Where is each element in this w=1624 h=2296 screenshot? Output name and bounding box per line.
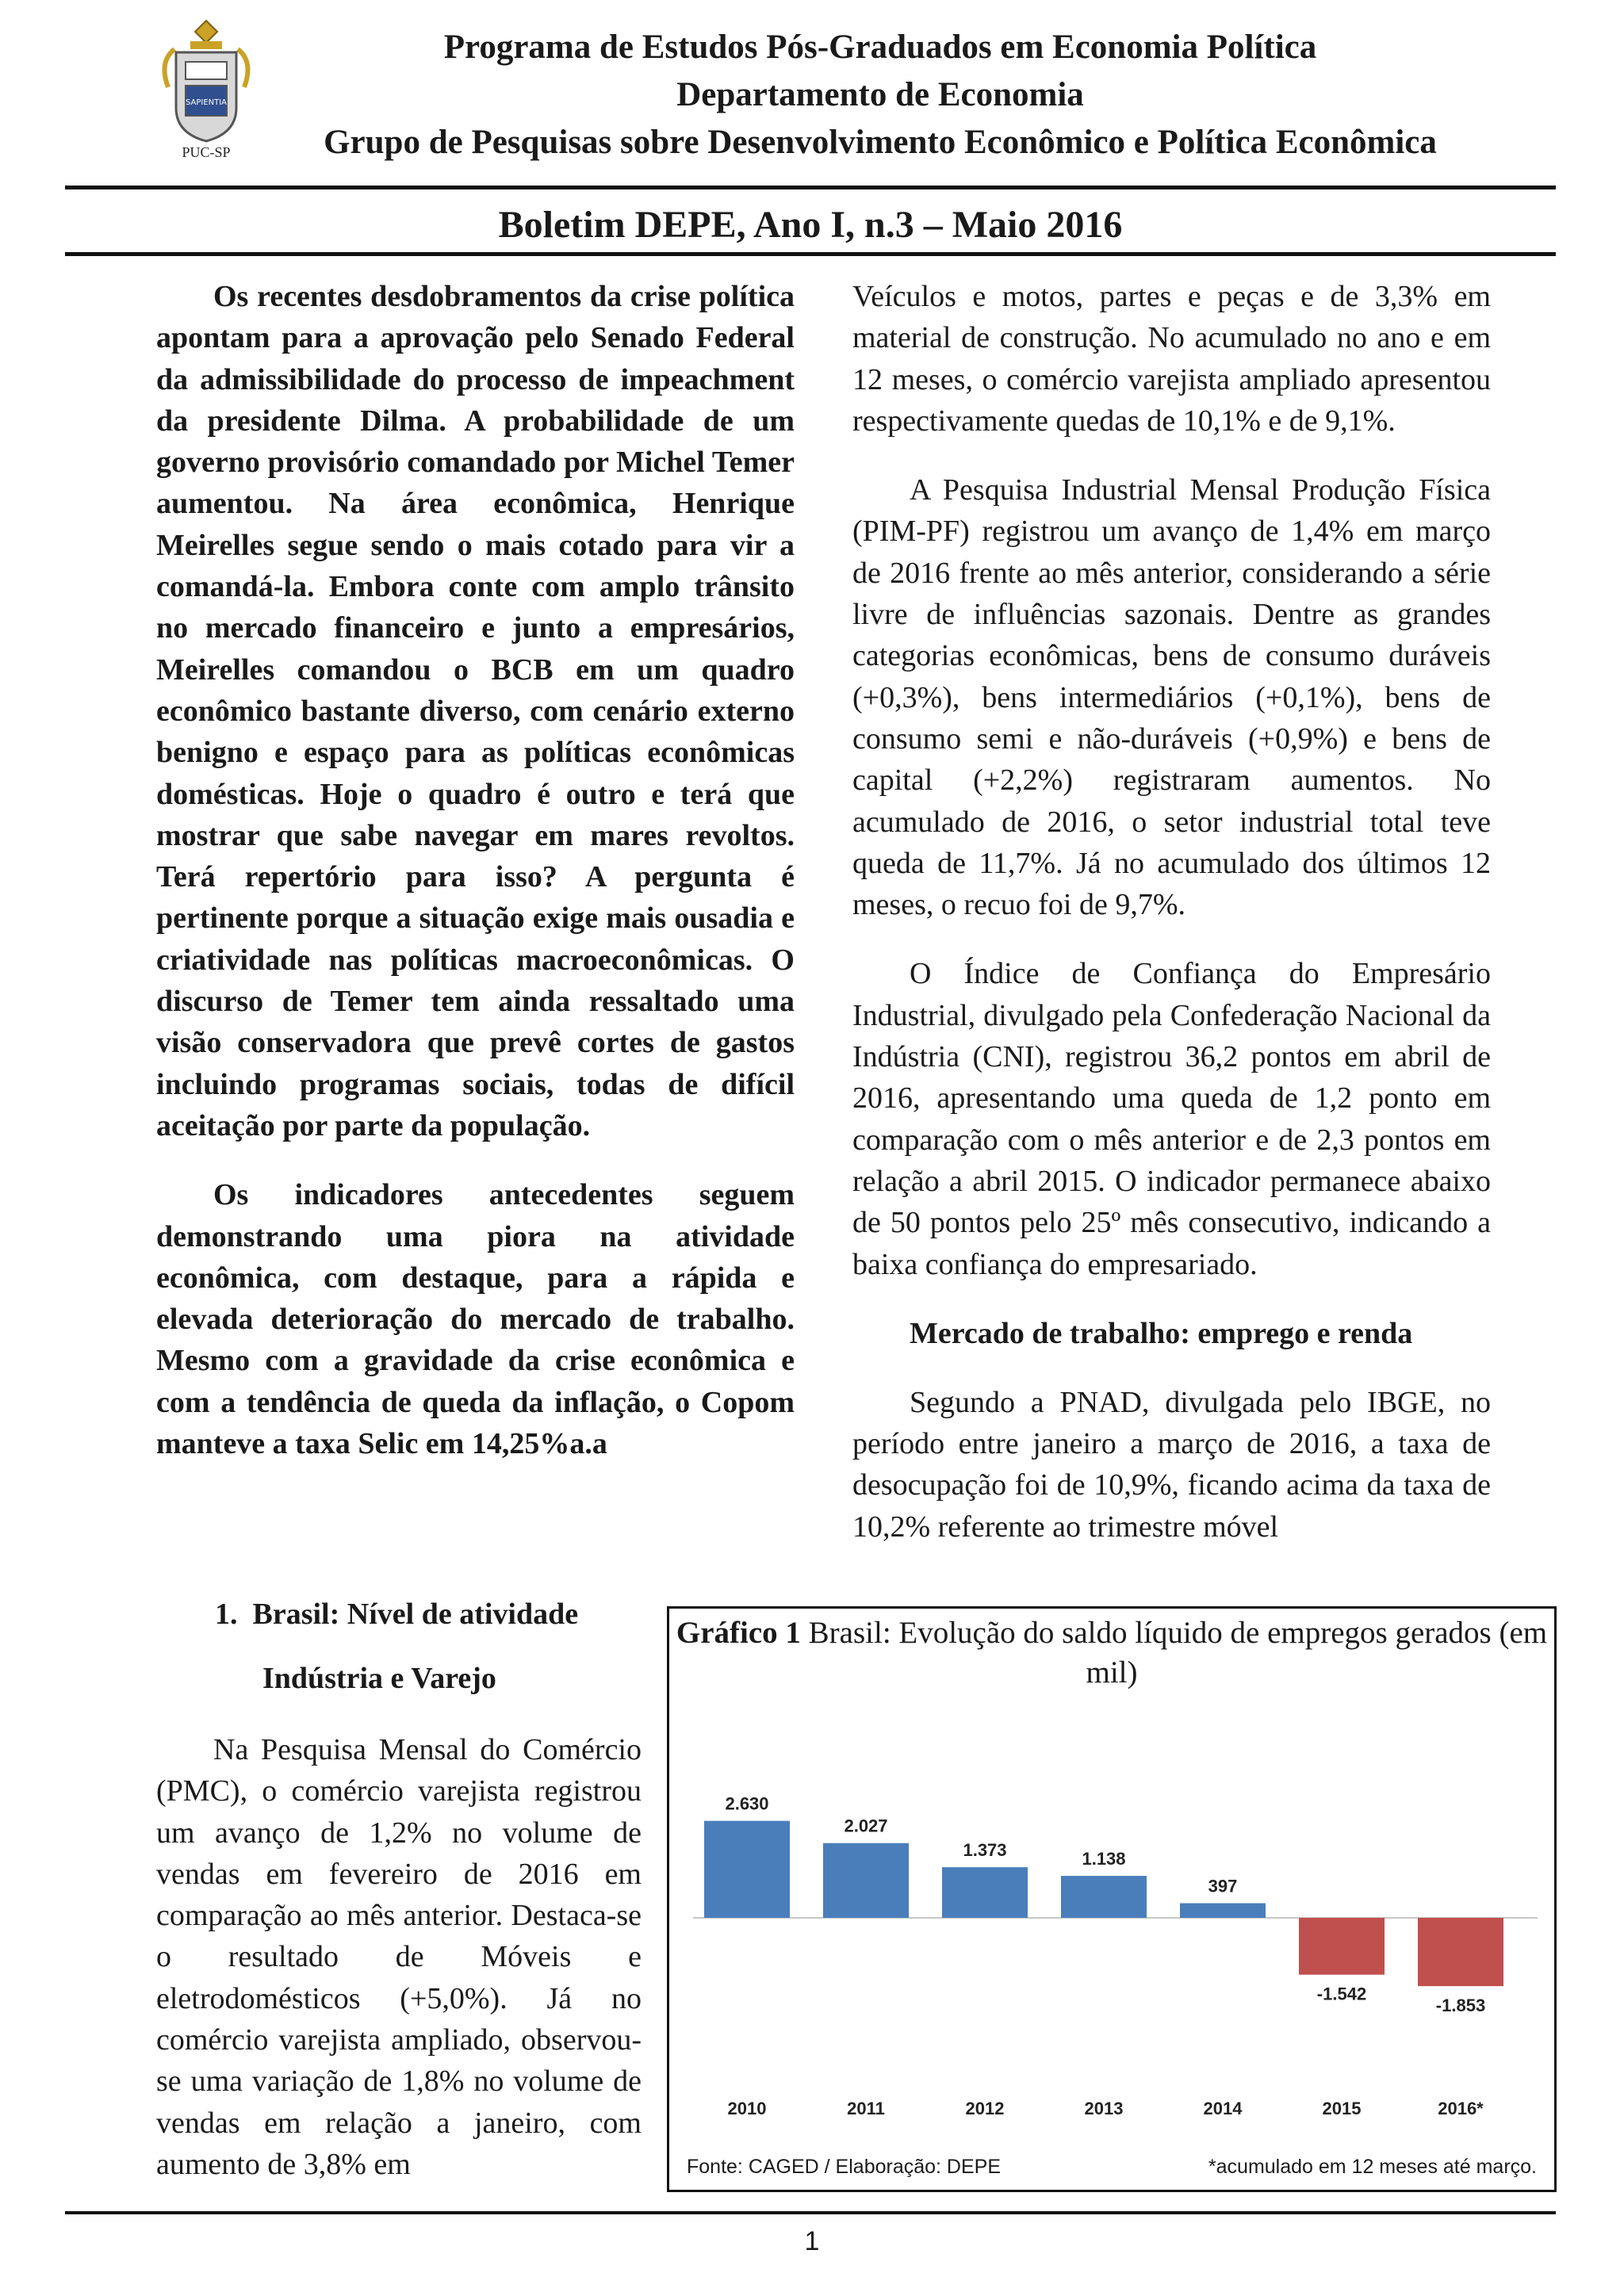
department-name: Departamento de Economia [676, 76, 1084, 113]
bar-chart-plot [669, 1609, 1554, 2190]
section-heading [215, 1597, 578, 1632]
chart-title-text: Brasil: Evolução do saldo líquido de empregos gerados (em mil) [808, 1616, 1548, 1689]
left-column-intro [156, 276, 795, 1464]
bulletin-divider [65, 252, 1556, 256]
bar-2014 [1180, 1904, 1266, 1918]
pnad-paragraph: Segundo a PNAD, divulgada pelo IBGE, no período entre janeiro a março de 2016, a taxa de desocupação foi de 10,9%, ficando acima da taxa de 10,2% referente ao trimestre móvel [852, 1385, 1491, 1544]
x-tick-2010: 2010 [727, 2099, 767, 2118]
bar-2012 [942, 1867, 1028, 1918]
svg-text:SAPIENTIA: SAPIENTIA [185, 98, 228, 107]
x-tick-2014: 2014 [1203, 2099, 1243, 2118]
intro-paragraph-1: Os recentes desdobramentos da crise política apontam para a aprovação pelo Senado Federal da admissibilidade do processo de impeachment da presidente Dilma. A probabilidade de um governo provisório comandado por Michel Temer aumentou. Na área econômica, Henrique Meirelles segue sendo o mais cotado para vir a comandá-la. Embora conte com amplo trânsito no mercado financeiro e junto a empresários, Meirelles comandou o BCB em um quadro econômico bastante diverso, com cenário externo benigno e espaço para as políticas econômicas domésticas. Hoje o quadro é outro e terá que mostrar que sabe navegar em mares revoltos. Terá repertório para isso? A pergunta é pertinente porque a situação exige mais ousadia e criatividade nas políticas macroeconômicas. O discurso de Temer tem ainda ressaltado uma visão conservadora que prevê cortes de gastos incluindo programas sociais, todas de difícil aceitação por parte da população. [156, 280, 795, 1142]
x-tick-2011: 2011 [847, 2099, 885, 2118]
footer-divider [65, 2211, 1556, 2214]
chart-note: *acumulado em 12 meses até março. [1208, 2156, 1537, 2178]
coat-of-arms-icon [151, 14, 262, 161]
employment-chart [667, 1606, 1557, 2192]
page-number: 1 [804, 2226, 820, 2256]
x-tick-2016: 2016* [1438, 2099, 1484, 2118]
right-column [852, 276, 1491, 1548]
chart-source: Fonte: CAGED / Elaboração: DEPE [687, 2156, 1002, 2178]
chart-title-label: Gráfico 1 [676, 1616, 801, 1650]
subsection-heading: Indústria e Varejo [262, 1662, 496, 1695]
research-group-name: Grupo de Pesquisas sobre Desenvolvimento Econômico e Política Econômica [324, 124, 1437, 161]
section-number: 1. [215, 1598, 238, 1631]
x-tick-2015: 2015 [1322, 2099, 1362, 2118]
bar-2011 [823, 1843, 909, 1918]
bar-2016 [1418, 1918, 1503, 1986]
data-label-2015: -1.542 [1316, 1984, 1367, 2004]
pim-pf-paragraph: A Pesquisa Industrial Mensal Produção Física (PIM-PF) registrou um avanço de 1,4% em março de 2016 frente ao mês anterior, considerando a série livre de influências sazonais. Dentre as grandes categorias econômicas, bens de consumo duráveis (+0,3%), bens intermediários (+0,1%), bens de consumo semi e não-duráveis (+0,9%) e bens de capital (+2,2%) registraram aumentos. No acumulado de 2016, o setor industrial total teve queda de 11,7%. Já no acumulado dos últimos 12 meses, o recuo foi de 9,7%. [852, 473, 1491, 922]
x-tick-2013: 2013 [1084, 2099, 1124, 2118]
data-label-2012: 1.373 [963, 1840, 1007, 1861]
data-label-2014: 397 [1208, 1876, 1238, 1896]
svg-text:PUC-SP: PUC-SP [182, 144, 231, 160]
bulletin-title: Boletim DEPE, Ano I, n.3 – Maio 2016 [498, 204, 1123, 246]
left-column-pmc [156, 1729, 642, 2185]
bar-2013 [1061, 1876, 1147, 1918]
intro-paragraph-2: Os indicadores antecedentes seguem demonstrando uma piora na atividade econômica, com destaque, para a rápida e elevada deterioração do mercado de trabalho. Mesmo com a gravidade da crise econômica e com a tendência de queda da inflação, o Copom manteve a taxa Selic em 14,25%a.a [156, 1178, 795, 1461]
retail-continuation-paragraph: Veículos e motos, partes e peças e de 3,3% em material de construção. No acumulado no ano e em 12 meses, o comércio varejista ampliado apresentou respectivamente quedas de 10,1% e de 9,1%. [852, 280, 1491, 438]
pmc-paragraph: Na Pesquisa Mensal do Comércio (PMC), o comércio varejista registrou um avanço de 1,2% no volume de vendas em fevereiro de 2016 em comparação ao mês anterior. Destaca-se o resultado de Móveis e eletrodomésticos (+5,0%). Já no comércio varejista ampliado, observou-se uma variação de 1,8% no volume de vendas em relação a janeiro, com aumento de 3,8% em [156, 1733, 642, 2181]
bar-2015 [1299, 1918, 1385, 1975]
x-tick-2012: 2012 [965, 2099, 1005, 2118]
program-name: Programa de Estudos Pós-Graduados em Economia Política [443, 29, 1317, 66]
puc-sp-logo [151, 14, 262, 161]
header-divider [65, 186, 1556, 189]
labor-market-heading: Mercado de trabalho: emprego e renda [910, 1316, 1413, 1350]
section-title: Brasil: Nível de atividade [252, 1598, 579, 1631]
icei-paragraph: O Índice de Confiança do Empresário Industrial, divulgado pela Confederação Nacional da Indústria (CNI), registrou 36,2 pontos em abril de 2016, apresentando uma queda de 1,2 ponto em comparação com o mês anterior e de 2,3 pontos em relação a abril 2015. O indicador permanece abaixo de 50 pontos pelo 25º mês consecutivo, indicando a baixa confiança do empresariado. [852, 957, 1491, 1281]
data-label-2016: -1.853 [1435, 1996, 1486, 2016]
institution-header [270, 24, 1491, 166]
data-label-2013: 1.138 [1082, 1849, 1126, 1869]
data-label-2010: 2.630 [725, 1793, 769, 1814]
bar-2010 [704, 1821, 790, 1918]
data-label-2011: 2.027 [844, 1816, 888, 1836]
